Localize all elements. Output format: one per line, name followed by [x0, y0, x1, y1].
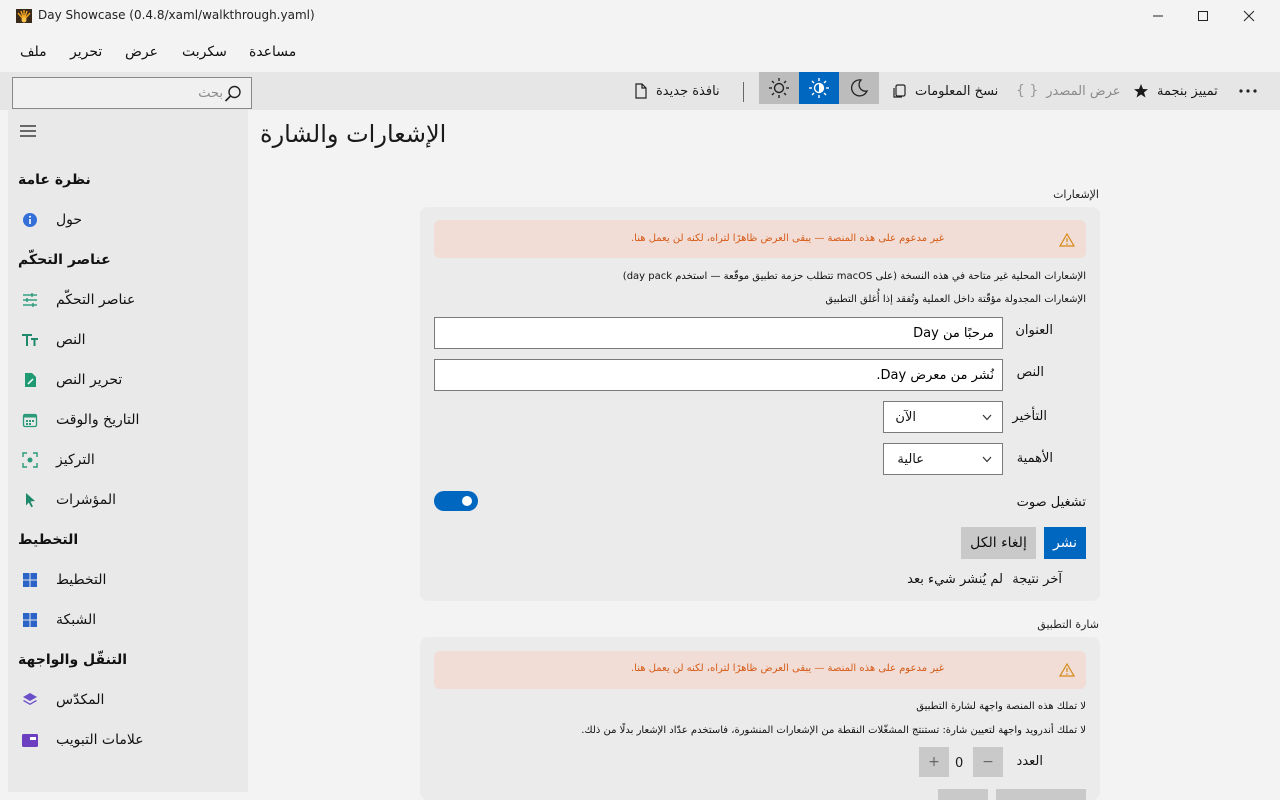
document-icon: [634, 83, 648, 99]
window-title: Day Showcase (0.4.8/xaml/walkthrough.yaml): [38, 8, 315, 22]
minus-icon: −: [982, 754, 994, 770]
sidebar: [8, 110, 248, 792]
sidebar-item-date-time[interactable]: [20, 408, 140, 432]
sidebar-section-controls: عناصر التحكّم: [18, 252, 111, 268]
sidebar-item-label: المكدّس: [56, 692, 105, 708]
badge-section-label: شارة التطبيق: [1037, 618, 1099, 631]
sidebar-item-grid[interactable]: [20, 608, 97, 632]
menu-help[interactable]: مساعدة: [249, 44, 297, 60]
count-value: 0: [955, 756, 964, 771]
menu-edit[interactable]: تحرير: [70, 44, 103, 60]
title-field-label: العنوان: [1015, 323, 1053, 338]
calendar-icon: [20, 410, 40, 430]
layout-icon: [20, 570, 40, 590]
sidebar-item-stack[interactable]: [20, 688, 105, 712]
hamburger-button[interactable]: [19, 123, 37, 139]
sidebar-item-label: التخطيط: [56, 572, 107, 588]
menu-view[interactable]: عرض: [125, 44, 159, 60]
stack-icon: [20, 690, 40, 710]
badge-note-android: لا تملك أندرويد واجهة لتعيين شارة: تستنتج المشغّلات النقطة من الإشعارات المنشورة، فاستخدم عدّاد الإشعار بدلًا من ذلك.: [581, 725, 1086, 736]
sidebar-item-controls[interactable]: [20, 288, 136, 312]
warning-icon: [1059, 233, 1075, 247]
maximize-icon: [1197, 10, 1209, 22]
count-field-label: العدد: [1016, 754, 1043, 769]
sidebar-section-layout: التخطيط: [18, 532, 79, 548]
maximize-button[interactable]: [1180, 0, 1226, 32]
info-icon: [20, 210, 40, 230]
badge-secondary-button[interactable]: [938, 789, 988, 800]
sidebar-item-text-edit[interactable]: [20, 368, 123, 392]
badge-warning-text: غير مدعوم على هذه المنصة — يبقى العرض ظاهرًا لتراه، لكنه لن يعمل هنا.: [631, 663, 944, 674]
menu-script[interactable]: سكربت: [182, 44, 227, 60]
light-theme-button[interactable]: [759, 72, 799, 104]
sidebar-section-overview: نظرة عامة: [18, 172, 91, 188]
search-icon[interactable]: [223, 84, 243, 104]
warning-icon: [1059, 663, 1075, 677]
star-button[interactable]: [1133, 80, 1218, 102]
sidebar-item-label: النص: [56, 332, 86, 348]
toolbar-divider: [743, 82, 744, 102]
app-logo-icon: [16, 9, 32, 23]
sidebar-item-label: التركيز: [56, 452, 95, 468]
more-button[interactable]: [1238, 80, 1258, 102]
sidebar-item-label: عناصر التحكّم: [56, 292, 136, 308]
sidebar-item-label: حول: [56, 212, 83, 228]
sliders-icon: [20, 290, 40, 310]
close-window-button[interactable]: [1226, 0, 1272, 32]
plus-icon: +: [928, 754, 940, 770]
copy-info-label: نسخ المعلومات: [915, 83, 999, 99]
badge-primary-button[interactable]: [996, 789, 1086, 800]
body-field-label: النص: [1016, 365, 1044, 380]
search-box: [12, 77, 252, 109]
minimize-button[interactable]: [1135, 0, 1181, 32]
sidebar-item-layout[interactable]: [20, 568, 107, 592]
notifications-warning-text: غير مدعوم على هذه المنصة — يبقى العرض ظاهرًا لتراه، لكنه لن يعمل هنا.: [631, 233, 944, 244]
importance-select[interactable]: [883, 443, 1003, 475]
copy-info-button[interactable]: [891, 80, 998, 102]
last-result-value: لم يُنشر شيء بعد: [907, 572, 1003, 587]
sidebar-item-label: الشبكة: [56, 612, 97, 628]
delay-select[interactable]: [883, 401, 1003, 433]
auto-theme-button[interactable]: [799, 72, 839, 104]
copy-icon: [891, 83, 907, 99]
grid-icon: [20, 610, 40, 630]
toggle-knob: [462, 496, 472, 506]
last-result-label: آخر نتيجة: [1012, 572, 1062, 587]
sound-toggle[interactable]: [434, 491, 478, 511]
chevron-down-icon: [982, 414, 992, 421]
title-input[interactable]: [434, 317, 1003, 349]
increment-button[interactable]: [919, 747, 949, 777]
dark-theme-button[interactable]: [839, 72, 879, 104]
sidebar-item-label: المؤشرات: [56, 492, 117, 508]
sidebar-section-navigation: التنقّل والواجهة: [18, 652, 128, 668]
menu-file[interactable]: ملف: [20, 44, 47, 60]
delay-field-label: التأخير: [1012, 409, 1047, 424]
body-input[interactable]: [434, 359, 1003, 391]
sidebar-item-text[interactable]: [20, 328, 86, 352]
new-window-button[interactable]: [634, 80, 720, 102]
minimize-icon: [1152, 10, 1164, 22]
search-input[interactable]: [23, 78, 223, 108]
sidebar-item-focus[interactable]: [20, 448, 95, 472]
page-title: الإشعارات والشارة: [260, 120, 447, 148]
post-button[interactable]: نشر: [1044, 527, 1086, 559]
notifications-section-label: الإشعارات: [1053, 188, 1099, 201]
sidebar-item-label: علامات التبويب: [56, 732, 144, 748]
braces-icon: { }: [1016, 83, 1039, 99]
importance-field-label: الأهمية: [1016, 451, 1053, 466]
notifications-note-local: الإشعارات المحلية غير متاحة في هذه النسخة (على macOS تتطلب حزمة تطبيق موقّعة — استخدم day pack): [622, 271, 1086, 282]
importance-select-value: عالية: [897, 451, 924, 467]
brightness-icon: [808, 77, 830, 99]
sidebar-item-tabs[interactable]: [20, 728, 144, 752]
moon-icon: [849, 78, 869, 98]
decrement-button[interactable]: [973, 747, 1003, 777]
text-icon: [20, 330, 40, 350]
sidebar-item-pointers[interactable]: [20, 488, 117, 512]
cancel-all-button[interactable]: إلغاء الكل: [961, 527, 1036, 559]
hamburger-icon: [19, 123, 37, 139]
edit-icon: [20, 370, 40, 390]
title-bar: [0, 0, 1280, 32]
sidebar-item-about[interactable]: [20, 208, 83, 232]
new-window-label: نافذة جديدة: [656, 83, 720, 99]
view-source-button[interactable]: [1016, 80, 1121, 102]
badge-note-platform: لا تملك هذه المنصة واجهة لشارة التطبيق: [916, 701, 1086, 712]
tabs-icon: [20, 730, 40, 750]
focus-icon: [20, 450, 40, 470]
sun-icon: [768, 77, 790, 99]
view-source-label: عرض المصدر: [1046, 83, 1121, 99]
delay-select-value: الآن: [895, 409, 916, 425]
notifications-note-scheduled: الإشعارات المجدولة مؤقّتة داخل العملية وتُفقد إذا أُغلق التطبيق: [825, 294, 1086, 305]
chevron-down-icon: [982, 456, 992, 463]
more-icon: [1239, 89, 1257, 93]
sound-field-label: تشغيل صوت: [1016, 495, 1086, 510]
sidebar-item-label: التاريخ والوقت: [56, 412, 140, 428]
star-icon: [1133, 83, 1149, 99]
sidebar-item-label: تحرير النص: [56, 372, 123, 388]
star-label: تمييز بنجمة: [1157, 83, 1218, 99]
cursor-icon: [20, 490, 40, 510]
close-icon: [1243, 10, 1255, 22]
